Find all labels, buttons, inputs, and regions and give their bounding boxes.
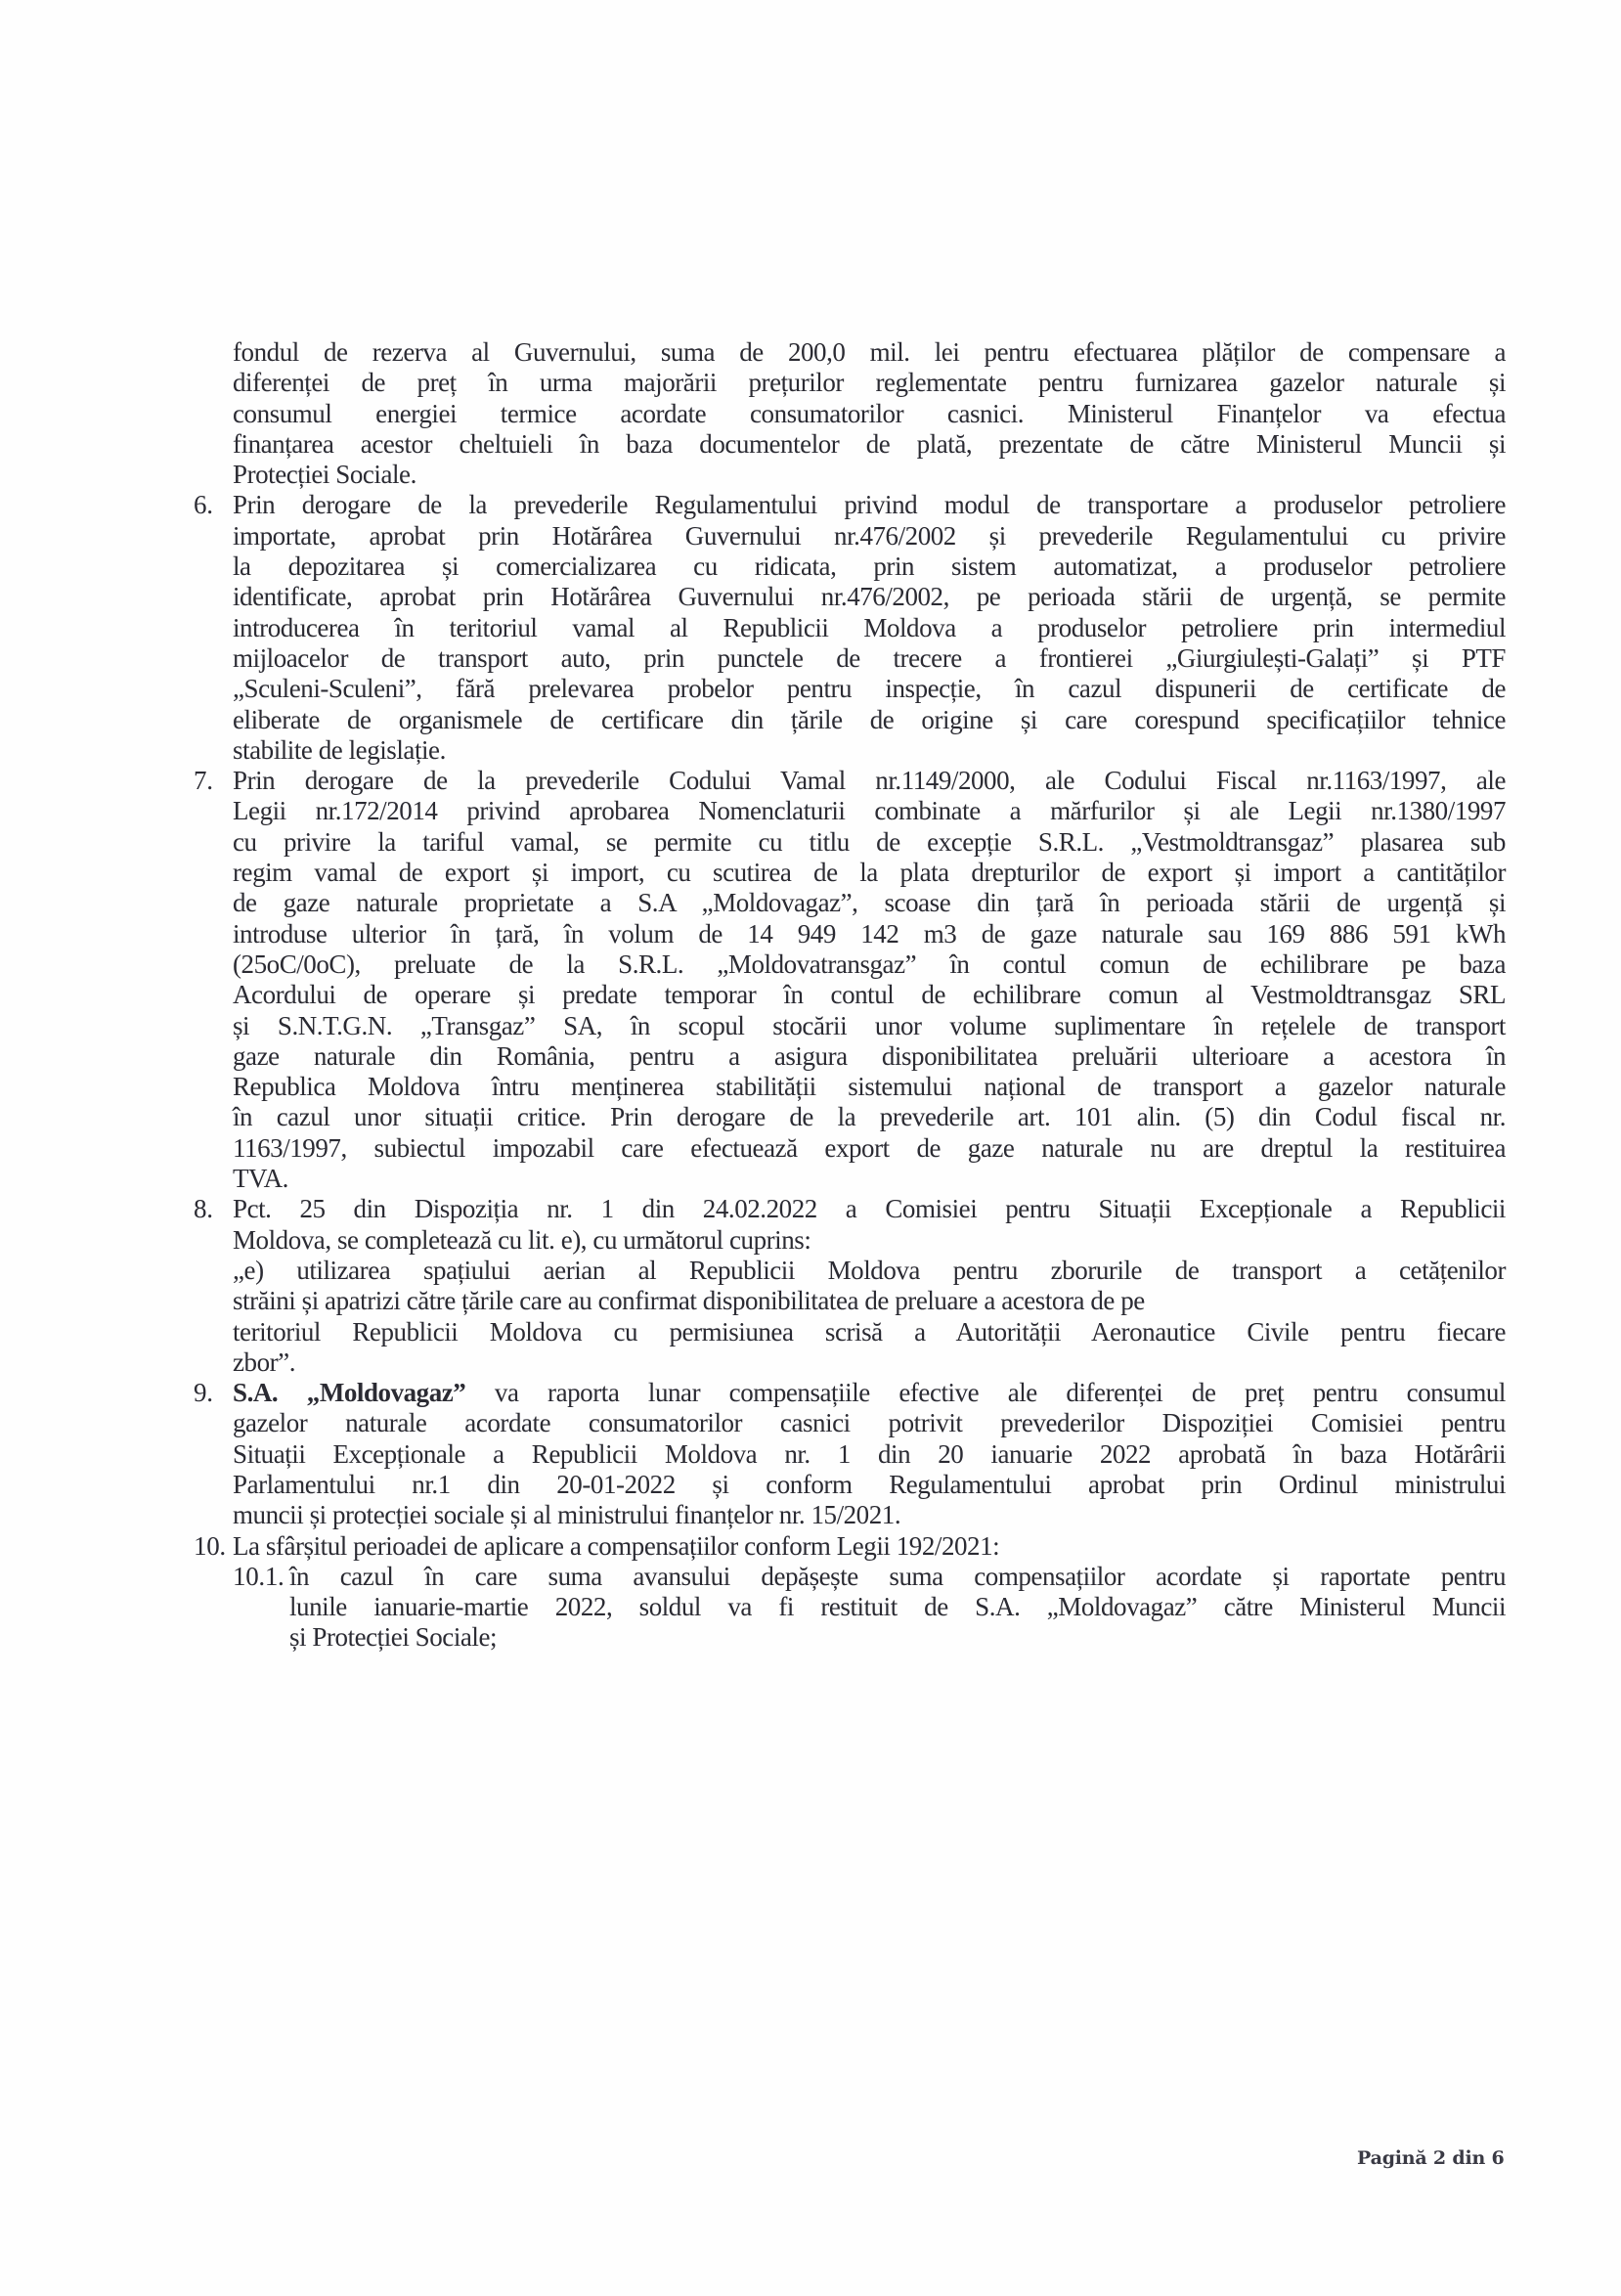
text-line: de gaze naturale proprietate a S.A „Moldovagaz”, scoase din țară în perioada stării de urgență și bbox=[233, 888, 1506, 918]
text-line: Moldova, se completează cu lit. e), cu următorul cuprins: bbox=[233, 1224, 811, 1255]
text-line: gaze naturale din România, pentru a asigura disponibilitatea preluării ulterioare a acestora în bbox=[233, 1040, 1506, 1071]
text-line: Prin derogare de la prevederile Regulamentului privind modul de transportare a produselor petroliere bbox=[233, 490, 1506, 520]
text-line: cu privire la tariful vamal, se permite cu titlu de excepție S.R.L. „Vestmoldtransgaz” plasarea sub bbox=[233, 826, 1506, 857]
text-line: TVA. bbox=[233, 1164, 288, 1194]
text-fragment: va raporta lunar compensațiile efective ale diferenței de preț pentru consumul bbox=[465, 1378, 1506, 1408]
text-line: fondul de rezerva al Guvernului, suma de 200,0 mil. lei pentru efectuarea plăților de compensare a bbox=[233, 337, 1506, 367]
text-line: Parlamentului nr.1 din 20-01-2022 și conform Regulamentului aprobat prin Ordinul ministrului bbox=[233, 1469, 1506, 1499]
text-line: lunile ianuarie-martie 2022, soldul va fi restituit de S.A. „Moldovagaz” către Ministerul Muncii bbox=[289, 1592, 1506, 1622]
text-line: consumul energiei termice acordate consumatorilor casnici. Ministerul Finanțelor va efectua bbox=[233, 398, 1506, 428]
list-item-6 bbox=[194, 490, 1506, 766]
quoted-line: zbor”. bbox=[233, 1347, 296, 1377]
text-line: identificate, aprobat prin Hotărârea Guvernului nr.476/2002, pe perioada stării de urgență, se permite bbox=[233, 582, 1506, 612]
text-line: și Protecției Sociale; bbox=[289, 1622, 498, 1653]
text-line: în cazul unor situații critice. Prin derogare de la prevederile art. 101 alin. (5) din Codul fiscal nr. bbox=[233, 1102, 1506, 1132]
intro-paragraph bbox=[194, 337, 1506, 490]
text-line bbox=[233, 1378, 1506, 1408]
text-line: 1163/1997, subiectul impozabil care efectuează export de gaze naturale nu are dreptul la restituirea bbox=[233, 1132, 1506, 1163]
list-subitem-10-1 bbox=[194, 1562, 1506, 1654]
subitem-number: 10.1. bbox=[233, 1561, 285, 1591]
company-name-bold: S.A. „Moldovagaz” bbox=[233, 1378, 466, 1408]
text-line: Situații Excepționale a Republicii Moldova nr. 1 din 20 ianuarie 2022 aprobată în baza Hotărârii bbox=[233, 1438, 1506, 1469]
page-number-footer: Pagină 2 din 6 bbox=[1357, 2147, 1505, 2169]
text-line: Legii nr.172/2014 privind aprobarea Nomenclaturii combinate a mărfurilor și ale Legii nr.1380/1997 bbox=[233, 796, 1506, 826]
text-line: și S.N.T.G.N. „Transgaz” SA, în scopul stocării unor volume suplimentare în rețelele de transport bbox=[233, 1010, 1506, 1040]
quoted-line: „e) utilizarea spațiului aerian al Republicii Moldova pentru zborurile de transport a cetățenilor bbox=[233, 1255, 1506, 1285]
document-body bbox=[194, 337, 1506, 1654]
text-line: Pct. 25 din Dispoziția nr. 1 din 24.02.2022 a Comisiei pentru Situații Excepționale a Republicii bbox=[233, 1194, 1506, 1224]
text-line: stabilite de legislație. bbox=[233, 734, 446, 765]
text-line: diferenței de preț în urma majorării prețurilor reglementate pentru furnizarea gazelor naturale și bbox=[233, 368, 1506, 398]
quoted-line: teritoriul Republicii Moldova cu permisiunea scrisă a Autorității Aeronautice Civile pentru fiecare bbox=[233, 1316, 1506, 1347]
item-number: 9. bbox=[194, 1378, 213, 1408]
text-line: Republica Moldova întru menținerea stabilității sistemului național de transport a gazelor naturale bbox=[233, 1072, 1506, 1102]
item-number: 8. bbox=[194, 1194, 213, 1224]
text-line: introduse ulterior în țară, în volum de 14 949 142 m3 de gaze naturale sau 169 886 591 kWh bbox=[233, 918, 1506, 949]
text-line: eliberate de organismele de certificare din țările de origine și care corespund specificațiilor tehnice bbox=[233, 704, 1506, 734]
list-item-9 bbox=[194, 1378, 1506, 1530]
text-line: muncii și protecției sociale și al ministrului finanțelor nr. 15/2021. bbox=[233, 1500, 901, 1530]
text-line: mijloacelor de transport auto, prin punctele de trecere a frontierei „Giurgiulești-Galați” și PTF bbox=[233, 642, 1506, 673]
text-line: Acordului de operare și predate temporar în contul de echilibrare comun al Vestmoldtransgaz SRL bbox=[233, 980, 1506, 1010]
item-number: 7. bbox=[194, 766, 213, 796]
text-line: (25oC/0oC), preluate de la S.R.L. „Moldovatransgaz” în contul comun de echilibrare pe baza bbox=[233, 949, 1506, 979]
text-line: „Sculeni-Sculeni”, fără prelevarea probelor pentru inspecție, în cazul dispunerii de certificate de bbox=[233, 674, 1506, 704]
text-line: regim vamal de export și import, cu scutirea de la plata drepturilor de export și import a cantităților bbox=[233, 858, 1506, 888]
text-line: gazelor naturale acordate consumatorilor casnici potrivit prevederilor Dispoziției Comisiei pentru bbox=[233, 1408, 1506, 1438]
text-line: Protecției Sociale. bbox=[233, 460, 416, 490]
quoted-line: străini și apatrizi către țările care au confirmat disponibilitatea de preluare a acestora de pe bbox=[233, 1286, 1145, 1316]
text-line: la depozitarea și comercializarea cu ridicata, prin sistem automatizat, a produselor petroliere bbox=[233, 552, 1506, 582]
list-item-10 bbox=[194, 1531, 1506, 1562]
text-line: finanțarea acestor cheltuieli în baza documentelor de plată, prezentate de către Ministerul Muncii și bbox=[233, 428, 1506, 459]
text-line: introducerea în teritoriul vamal al Republicii Moldova a produselor petroliere prin intermediul bbox=[233, 612, 1506, 642]
list-item-8 bbox=[194, 1194, 1506, 1378]
list-item-7 bbox=[194, 766, 1506, 1194]
item-number: 6. bbox=[194, 490, 213, 520]
text-line: La sfârșitul perioadei de aplicare a compensațiilor conform Legii 192/2021: bbox=[233, 1530, 1000, 1561]
text-line: importate, aprobat prin Hotărârea Guvernului nr.476/2002 și prevederile Regulamentului cu privire bbox=[233, 520, 1506, 551]
item-number: 10. bbox=[194, 1530, 226, 1561]
text-line: în cazul în care suma avansului depășește suma compensațiilor acordate și raportate pentru bbox=[289, 1561, 1506, 1591]
text-line: Prin derogare de la prevederile Codului Vamal nr.1149/2000, ale Codului Fiscal nr.1163/1997, ale bbox=[233, 766, 1506, 796]
